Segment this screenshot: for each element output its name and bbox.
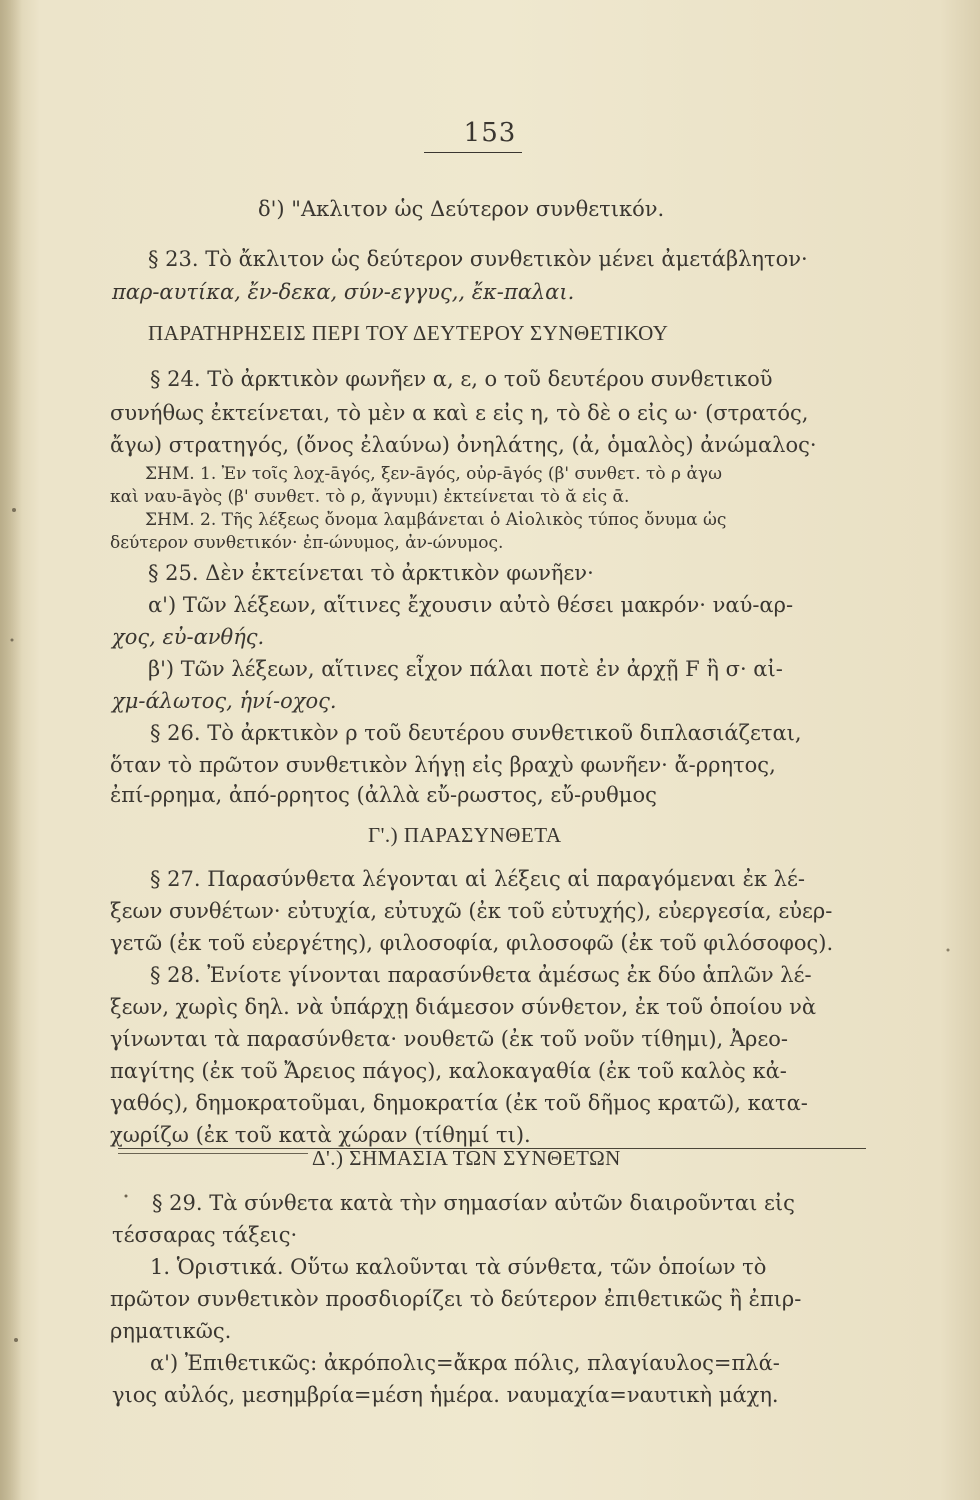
note-line: δεύτερον συνθετικόν· ἐπ-ώνυμος, ἀν-ώνυμος. — [110, 533, 504, 553]
text-line: χος, εὐ-ανθής. — [112, 625, 265, 649]
section-heading-parasyntheta: Γ'.) ΠΑΡΑΣΥΝΘΕΤΑ — [368, 823, 562, 847]
text-line: § 28. Ἐνίοτε γίνονται παρασύνθετα ἀμέσως ἐκ δύο ἁπλῶν λέ- — [150, 963, 812, 987]
text-line: 1. Ὁριστικά. Οὕτω καλοῦνται τὰ σύνθετα, τῶν ὁποίων τὸ — [150, 1255, 767, 1279]
section-heading-d: δ') "Ακλιτον ὡς Δεύτερον συνθετικόν. — [258, 197, 665, 221]
text-line: γιος αὐλός, μεσημβρία=μέση ἡμέρα. ναυμαχία=ναυτικὴ μάχη. — [112, 1383, 779, 1407]
text-line: § 27. Παρασύνθετα λέγονται αἱ λέξεις αἱ παραγόμεναι ἐκ λέ- — [150, 867, 805, 891]
text-line: § 24. Τὸ ἀρκτικὸν φωνῆεν α, ε, ο τοῦ δευτέρου συνθετικοῦ — [150, 367, 773, 391]
text-line: ὅταν τὸ πρῶτον συνθετικὸν λήγῃ εἰς βραχὺ φωνῆεν· ἄ-ρρητος, — [110, 753, 776, 777]
page-number: 153 — [463, 118, 517, 148]
text-line: συνήθως ἐκτείνεται, τὸ μὲν α καὶ ε εἰς η, τὸ δὲ ο εἰς ω· (στρατός, — [110, 401, 809, 425]
text-line: ξεων συνθέτων· εὐτυχία, εὐτυχῶ (ἐκ τοῦ εὐτυχής), εὐεργεσία, εὐερ- — [110, 899, 833, 923]
section-heading-remarks: ΠΑΡΑΤΗΡΗΣΕΙΣ ΠΕΡΙ ΤΟΥ ΔΕΥΤΕΡΟΥ ΣΥΝΘΕΤΙΚΟΥ — [148, 321, 669, 345]
text-line: § 25. Δὲν ἐκτείνεται τὸ ἀρκτικὸν φωνῆεν· — [148, 561, 594, 585]
text-line: τέσσαρας τάξεις· — [112, 1223, 298, 1247]
text-line: α') Τῶν λέξεων, αἵτινες ἔχουσιν αὐτὸ θέσει μακρόν· ναύ-αρ- — [148, 593, 794, 617]
text-line: γίνωνται τὰ παρασύνθετα· νουθετῶ (ἐκ τοῦ νοῦν τίθημι), Ἀρεο- — [110, 1027, 788, 1051]
text-line: α') Ἐπιθετικῶς: ἀκρόπολις=ἄκρα πόλις, πλαγίαυλος=πλά- — [150, 1351, 780, 1375]
text-line: ξεων, χωρὶς δηλ. νὰ ὑπάρχῃ διάμεσον σύνθετον, ἐκ τοῦ ὁποίου νὰ — [110, 995, 817, 1019]
text-line: § 26. Τὸ ἀρκτικὸν ρ τοῦ δευτέρου συνθετικοῦ διπλασιάζεται, — [150, 721, 802, 745]
text-line: § 23. Τὸ ἄκλιτον ὡς δεύτερον συνθετικὸν μένει ἀμετάβλητον· — [148, 247, 808, 271]
text-line: β') Τῶν λέξεων, αἵτινες εἶχον πάλαι ποτὲ ἐν ἀρχῇ F ἢ σ· αἰ- — [148, 657, 783, 681]
note-line: ΣΗΜ. 1. Ἐν τοῖς λοχ-āγός, ξεν-āγός, οὐρ-āγός (β' συνθετ. τὸ ρ ἀγω — [145, 464, 722, 484]
text-line: § 29. Τὰ σύνθετα κατὰ τὴν σημασίαν αὐτῶν διαιροῦνται εἰς — [152, 1191, 795, 1215]
text-line: γετῶ (ἐκ τοῦ εὐεργέτης), φιλοσοφία, φιλοσοφῶ (ἐκ τοῦ φιλόσοφος). — [110, 931, 834, 955]
text-line: πρῶτον συνθετικὸν προσδιορίζει τὸ δεύτερον ἐπιθετικῶς ἢ ἐπιρ- — [110, 1287, 802, 1311]
text-line: χωρίζω (ἐκ τοῦ κατὰ χώραν (τίθημί τι). — [110, 1123, 531, 1147]
section-heading-meaning: Δ'.) ΣΗΜΑΣΙΑ ΤΩΝ ΣΥΝΘΕΤΩΝ — [312, 1146, 621, 1170]
text-line: γαθός), δημοκρατοῦμαι, δημοκρατία (ἐκ τοῦ δῆμος κρατῶ), κατα- — [110, 1091, 808, 1115]
text-line: ἐπί-ρρημα, ἀπό-ρρητος (ἀλλὰ εὔ-ρωστος, εὔ-ρυθμος — [110, 783, 657, 807]
text-line: ἄγω) στρατηγός, (ὄνος ἐλαύνω) ὀνηλάτης, (ἀ, ὁμαλὸς) ἀνώμαλος· — [110, 433, 817, 457]
text-line: παγίτης (ἐκ τοῦ Ἄρειος πάγος), καλοκαγαθία (ἐκ τοῦ καλὸς κἀ- — [110, 1059, 787, 1083]
note-line: ΣΗΜ. 2. Τῆς λέξεως ὄνομα λαμβάνεται ὁ Αἰολικὸς τύπος ὄνυμα ὡς — [145, 510, 727, 530]
text-line: χμ-άλωτος, ἡνί-οχος. — [112, 689, 337, 713]
text-line: ρηματικῶς. — [110, 1319, 232, 1343]
note-line: καὶ ναυ-āγὸς (β' συνθετ. τὸ ρ, ἄγνυμι) ἐκτείνεται τὸ ᾰ εἰς ᾱ. — [110, 487, 630, 507]
text-line: παρ-αυτίκα, ἔν-δεκα, σύν-εγγυς,, ἔκ-παλαι. — [112, 280, 575, 304]
